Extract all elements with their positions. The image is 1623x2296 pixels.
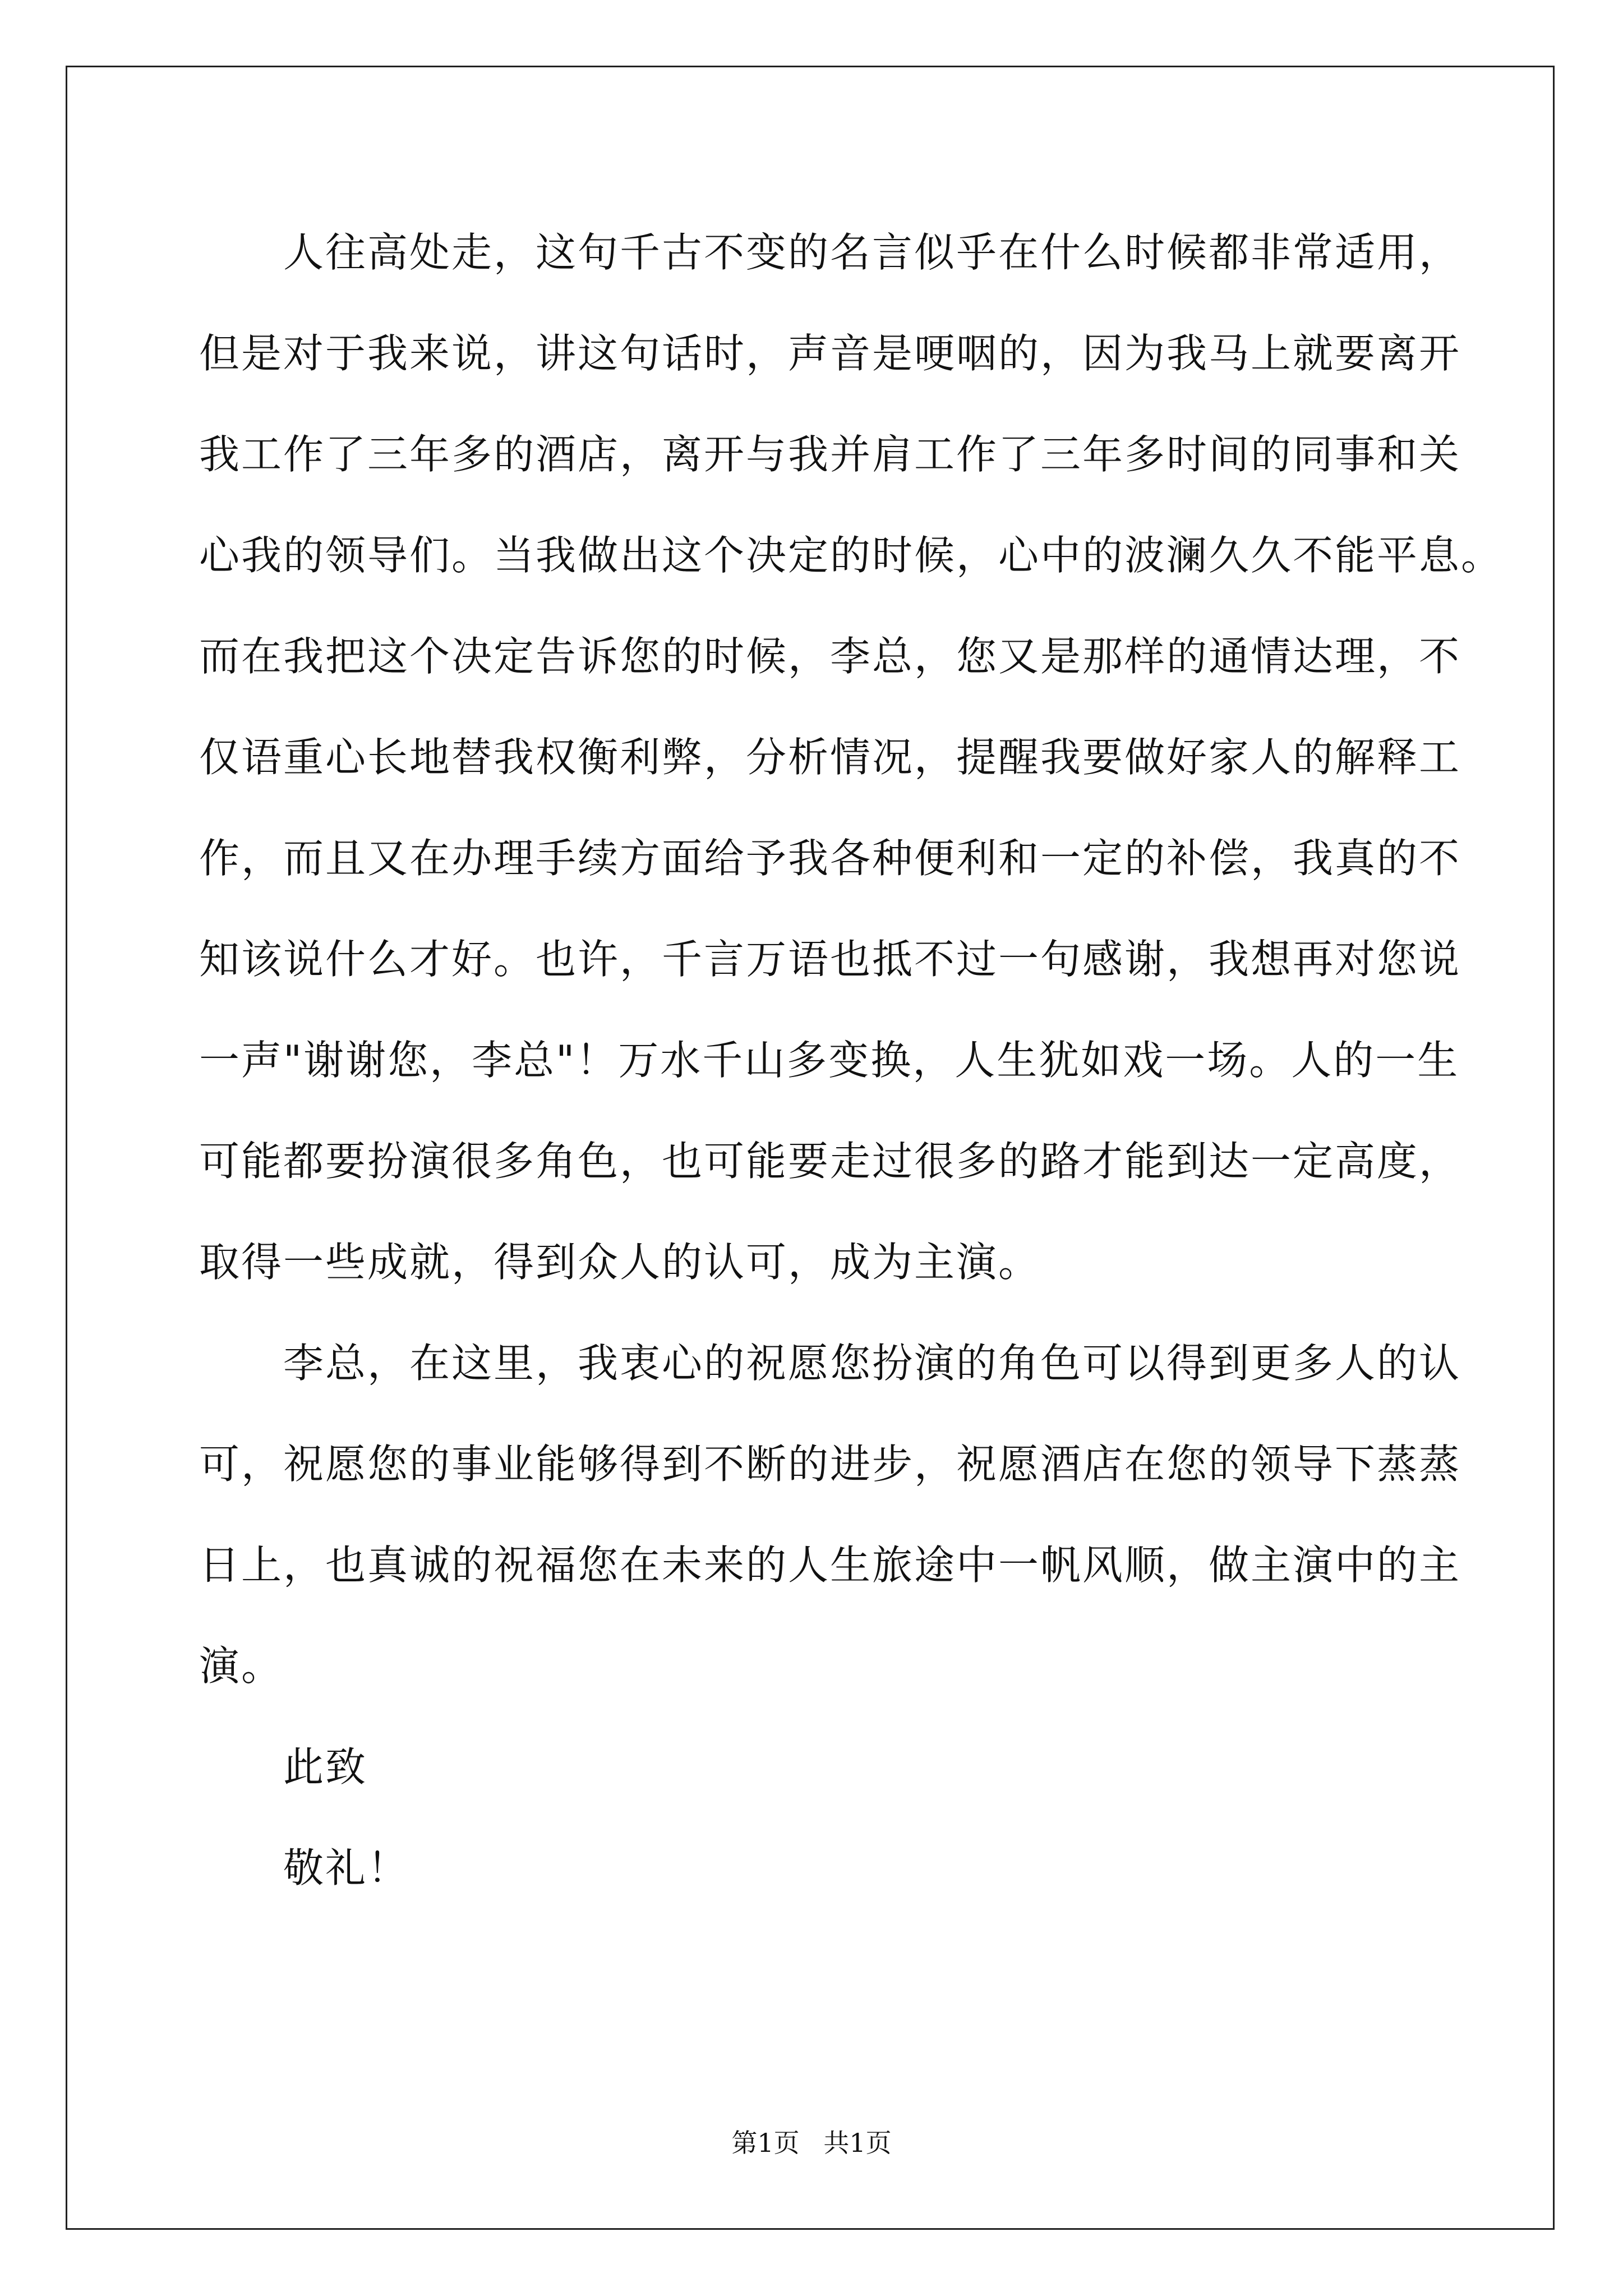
text-line: 我工作了三年多的酒店，离开与我并肩工作了三年多时间的同事和关 [199, 431, 1461, 478]
page-total: 共1页 [823, 2128, 892, 2158]
closing-regards: 敬礼！ [283, 1844, 410, 1892]
page-footer [0, 2126, 1623, 2160]
text-line: 可能都要扮演很多角色，也可能要走过很多的路才能到达一定高度， [199, 1138, 1461, 1185]
text-line: 心我的领导们。当我做出这个决定的时候，心中的波澜久久不能平息。 [199, 532, 1504, 579]
text-line: 但是对于我来说，讲这句话时，声音是哽咽的，因为我马上就要离开 [199, 330, 1461, 377]
text-line: 取得一些成就，得到众人的认可，成为主演。 [199, 1239, 1041, 1286]
text-line: 而在我把这个决定告诉您的时候，李总，您又是那样的通情达理，不 [199, 633, 1461, 680]
closing-salutation: 此致 [283, 1743, 368, 1791]
text-line: 可，祝愿您的事业能够得到不断的进步，祝愿酒店在您的领导下蒸蒸 [199, 1441, 1461, 1488]
text-line: 演。 [199, 1642, 284, 1690]
text-line: 作，而且又在办理手续方面给予我各种便利和一定的补偿，我真的不 [199, 835, 1461, 882]
text-line: 一声"谢谢您，李总"！万水千山多变换，人生犹如戏一场。人的一生 [199, 1037, 1460, 1084]
page-number: 第1页 [731, 2128, 800, 2158]
text-line: 仅语重心长地替我权衡利弊，分析情况，提醒我要做好家人的解释工 [199, 734, 1461, 781]
text-line: 人往高处走，这句千古不变的名言似乎在什么时候都非常适用， [283, 229, 1461, 276]
text-line: 知该说什么才好。也许，千言万语也抵不过一句感谢，我想再对您说 [199, 936, 1461, 983]
text-line: 日上，也真诚的祝福您在未来的人生旅途中一帆风顺，做主演中的主 [199, 1542, 1461, 1589]
text-line: 李总，在这里，我衷心的祝愿您扮演的角色可以得到更多人的认 [283, 1340, 1461, 1387]
